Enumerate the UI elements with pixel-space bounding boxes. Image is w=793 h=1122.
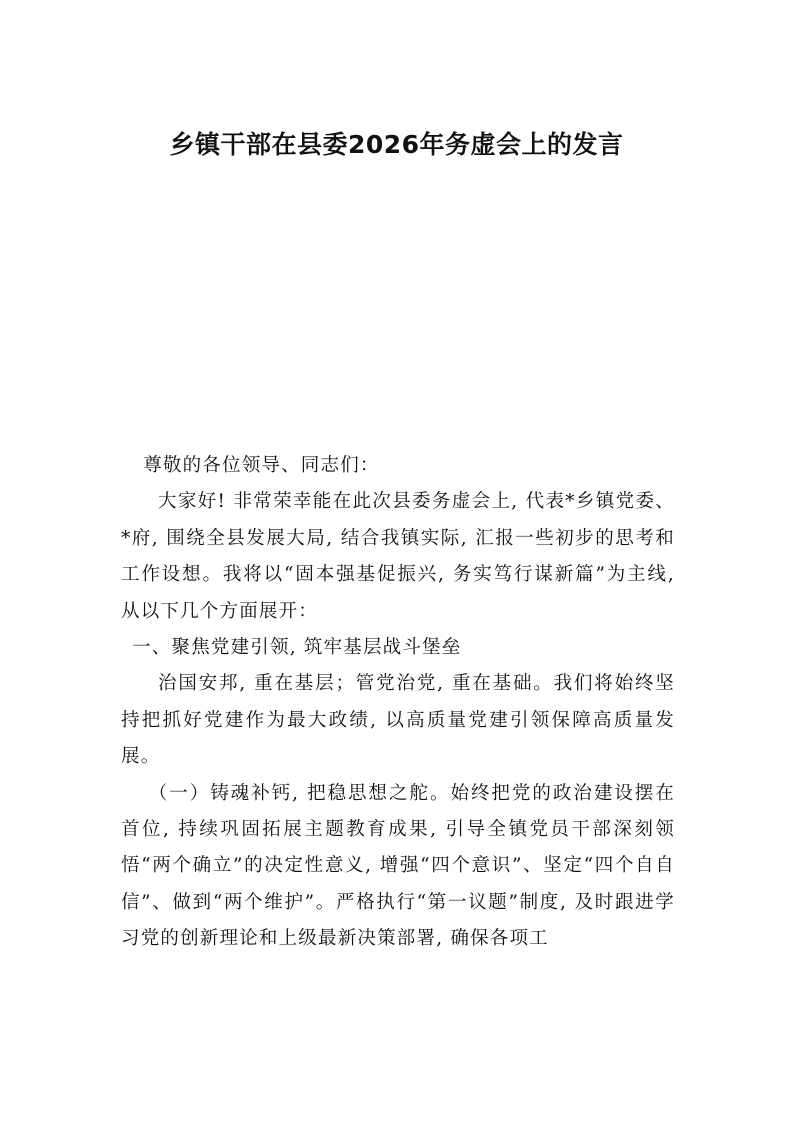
section-item-paragraph: （一）铸魂补钙, 把稳思想之舵。始终把党的政治建设摆在首位, 持续巩固拓展主题教育成果, 引导全镇党员干部深刻领悟“两个确立”的决定性意义, 增强“四个意识”、坚定“四个自自信”、做到“两个维护”。严格执行“第一议题”制度, 及时跟进学习党的创新理论和上级最新决策部署, 确保各项工	[121, 782, 675, 950]
section-intro-paragraph: 治国安邦, 重在基层；管党治党, 重在基础。我们将始终坚持把抓好党建作为最大政绩, 以高质量党建引领保障高质量发展。	[121, 673, 675, 768]
intro-paragraph: 大家好! 非常荣幸能在此次县委务虚会上, 代表*乡镇党委、*府, 围绕全县发展大局, 结合我镇实际, 汇报一些初步的思考和工作设想。我将以“固本强基促振兴, 务实笃行谋新篇”为主线, 从以下几个方面展开：	[121, 491, 675, 622]
document-title: 乡镇干部在县委2026年务虚会上的发言	[169, 130, 624, 159]
section-heading: 一、聚焦党建引领, 筑牢基层战斗堡垒	[132, 637, 462, 659]
greeting-paragraph: 尊敬的各位领导、同志们：	[143, 455, 380, 476]
document-body	[121, 448, 675, 958]
